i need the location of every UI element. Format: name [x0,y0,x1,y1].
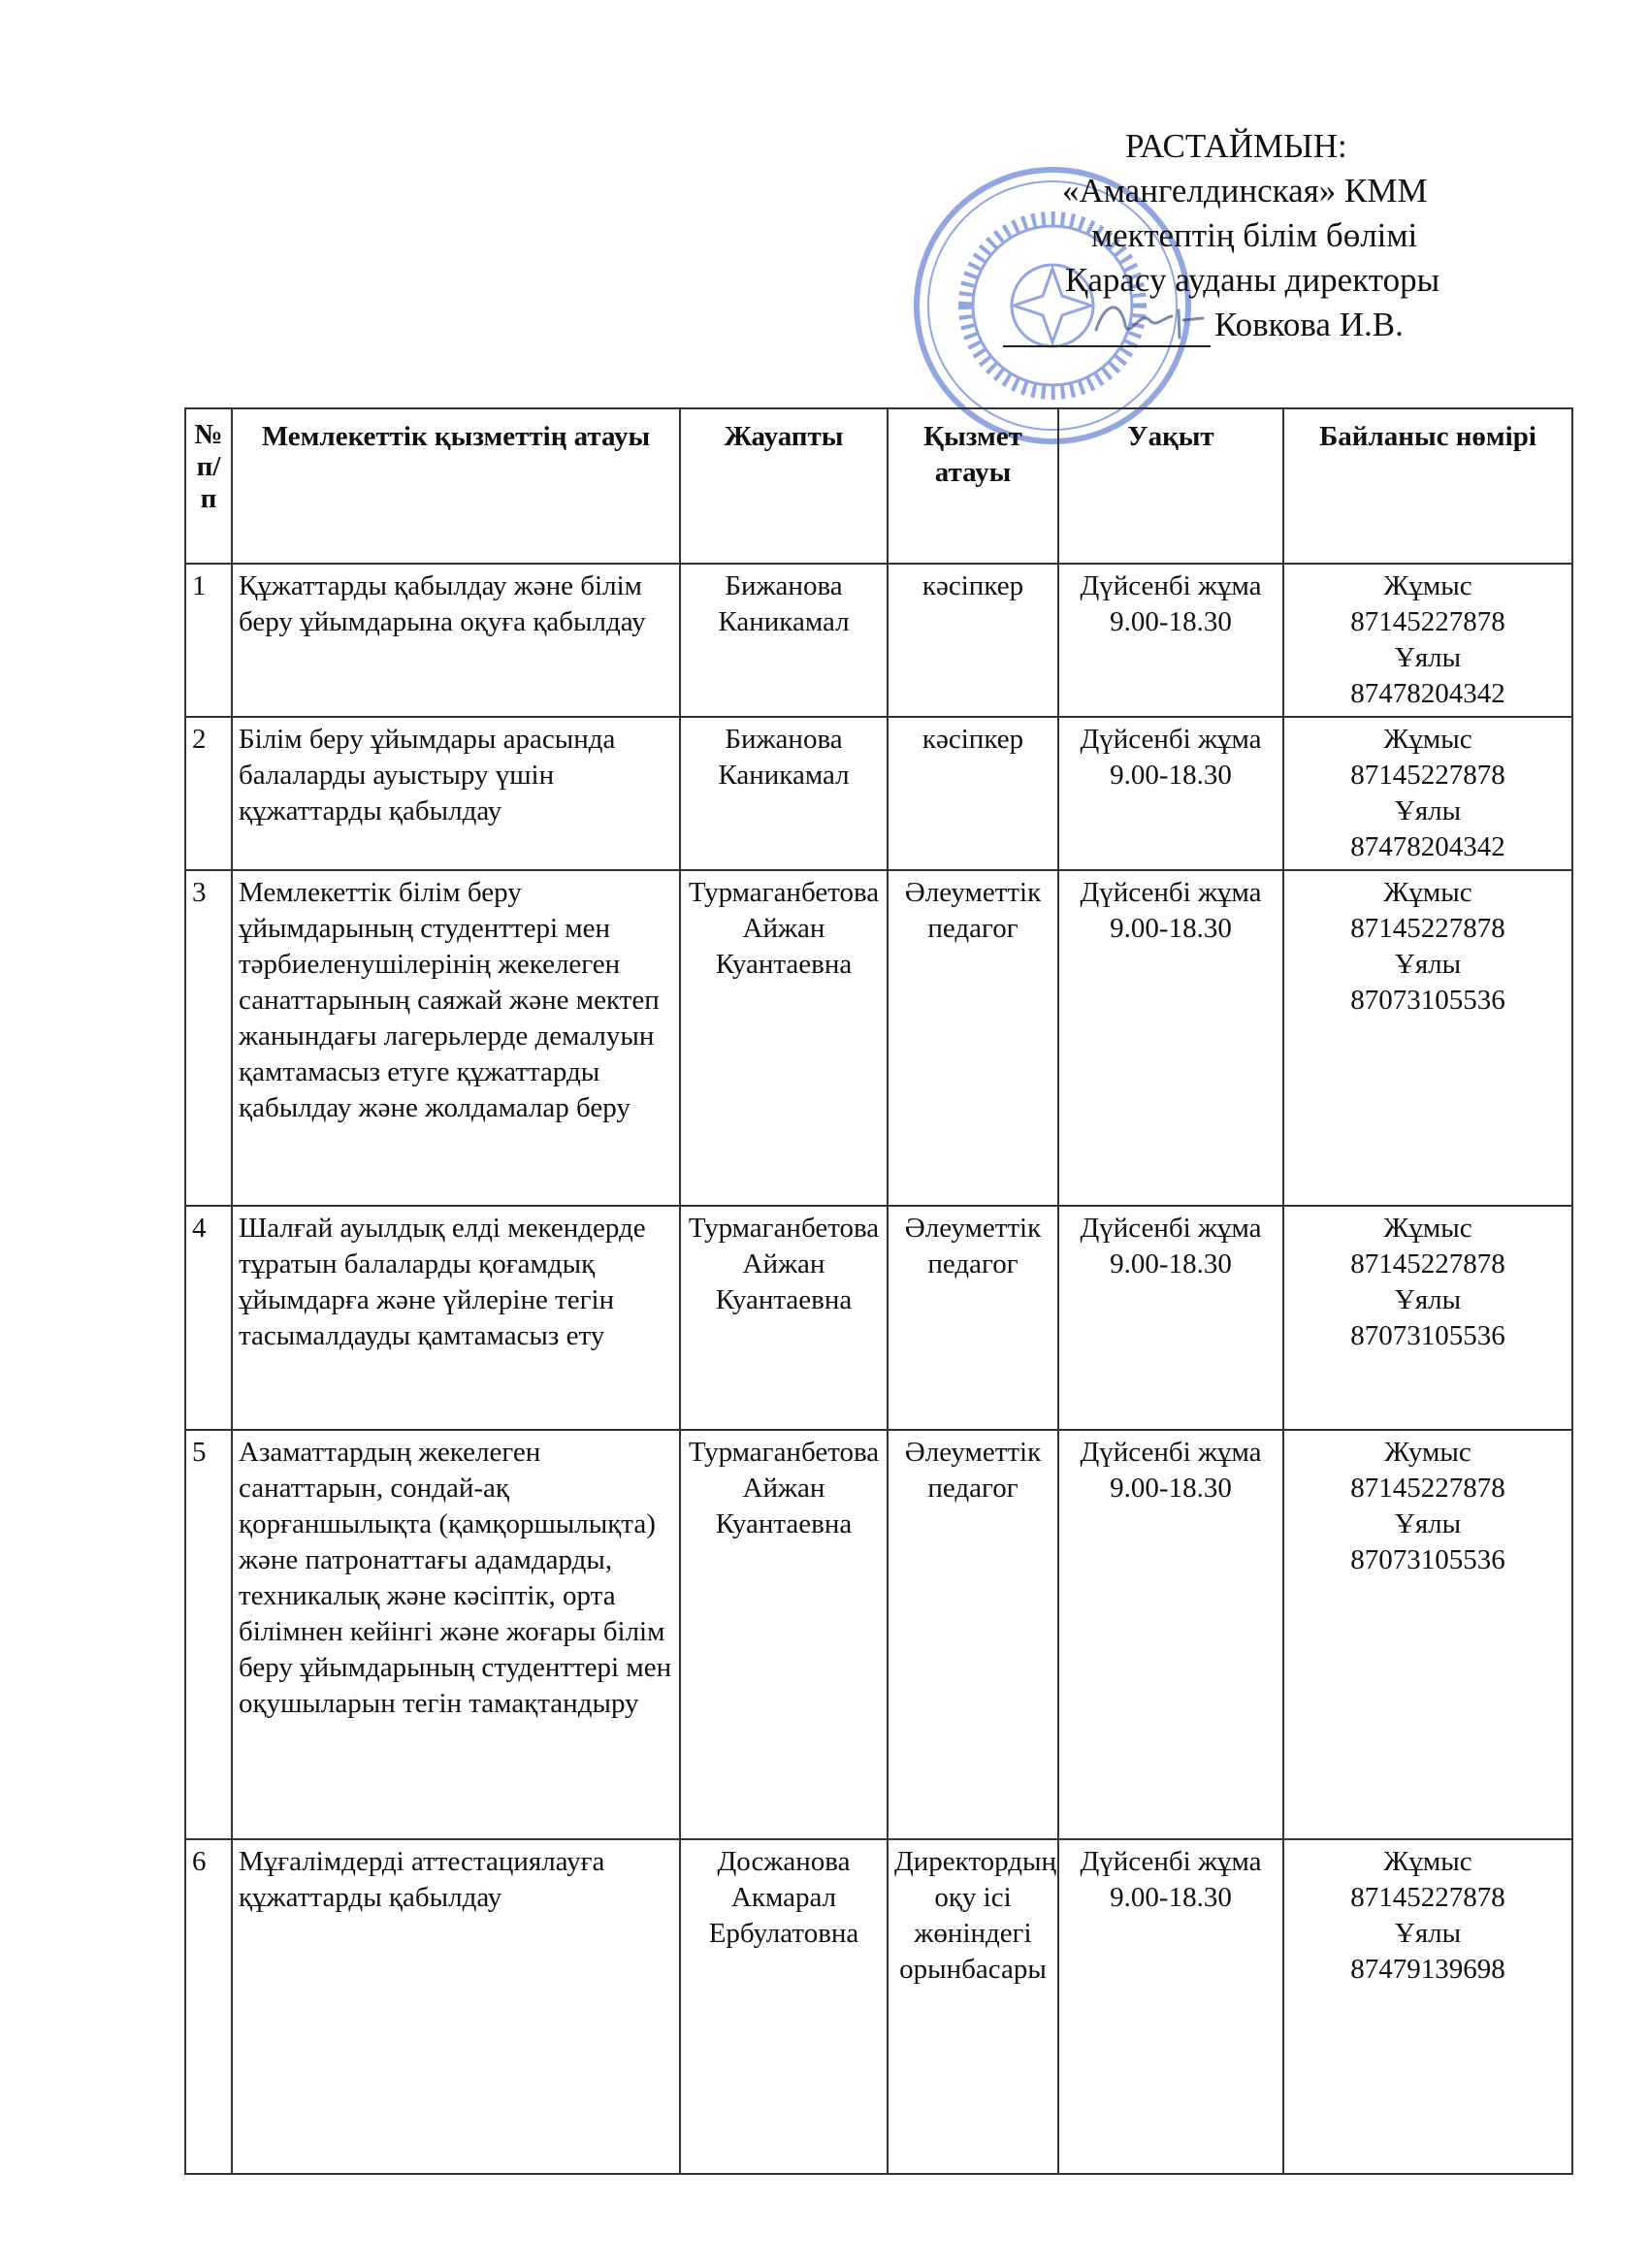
row-time-days: Дүйсенбі жұма [1080,1213,1262,1244]
row-time-hours: 9.00-18.30 [1110,1882,1232,1913]
row-service: Білім беру ұйымдары арасында балаларды ауыстыру үшін құжаттарды қабылдау [232,717,680,870]
row-work-phone: 87145227878 [1350,1248,1505,1280]
header-service: Мемлекеттік қызметтің атауы [232,408,680,564]
row-num: 2 [185,717,232,870]
row-num: 3 [185,870,232,1206]
row-work-label: Жұмыс [1383,1213,1472,1244]
row-responsible: Бижанова Каникамал [680,564,888,717]
row-mobile-label: Ұялы [1394,1284,1462,1315]
approval-department: мектептің білім бөлімі [1091,216,1418,254]
row-position: Әлеуметтік педагог [888,1430,1058,1839]
row-mobile-phone: 87478204342 [1350,831,1505,862]
row-position: Әлеуметтік педагог [888,1206,1058,1430]
row-time-hours: 9.00-18.30 [1110,1248,1232,1280]
row-mobile-label: Ұялы [1394,1918,1462,1949]
row-position: кәсіпкер [888,564,1058,717]
row-work-label: Жумыс [1384,1437,1471,1468]
row-mobile-phone: 87478204342 [1350,678,1505,709]
row-work-phone: 87145227878 [1350,913,1505,944]
row-mobile-phone: 87073105536 [1350,1320,1505,1351]
row-responsible: Бижанова Каникамал [680,717,888,870]
row-time-hours: 9.00-18.30 [1110,606,1232,637]
row-time-days: Дүйсенбі жұма [1080,877,1262,908]
row-time-days: Дүйсенбі жұма [1080,1437,1262,1468]
approval-signature-line [1018,303,1562,347]
row-work-phone: 87145227878 [1350,760,1505,791]
table-row [185,870,1572,1206]
row-contact [1283,564,1572,717]
row-position: Әлеуметтік педагог [888,870,1058,1206]
row-service: Мұғалімдерді аттестациялауға құжаттарды қабылдау [232,1839,680,2174]
approval-position: Қарасу ауданы директоры [1065,261,1440,299]
row-time [1058,564,1283,717]
row-contact [1283,1430,1572,1839]
row-time-days: Дүйсенбі жұма [1080,570,1262,601]
row-mobile-phone: 87479139698 [1350,1954,1505,1985]
row-time-days: Дүйсенбі жұма [1080,1846,1262,1877]
row-time [1058,1839,1283,2174]
header-responsible: Жауапты [680,408,888,564]
row-service: Азаматтардың жекелеген санаттарын, сондай-ақ қорғаншылықта (қамқоршылықта) және патронаттағы адамдарды, техникалық және кәсіптік, орта білімнен кейінгі және жоғары білім беру ұйымдарының студенттері мен оқушыларын тегін тамақтандыру [232,1430,680,1839]
row-time [1058,870,1283,1206]
row-num: 4 [185,1206,232,1430]
row-contact [1283,870,1572,1206]
row-num: 6 [185,1839,232,2174]
approval-organization: «Амангелдинская» КММ [1062,172,1428,210]
row-time [1058,717,1283,870]
row-service: Мемлекеттік білім беру ұйымдарының студенттері мен тәрбиеленушілерінің жекелеген санаттарының саяжай және мектеп жанындағы лагерьлерде демалуын қамтамасыз етуге құжаттарды қабылдау және жолдамалар беру [232,870,680,1206]
services-table [184,407,1573,2175]
row-responsible: Турмаганбетова Айжан Куантаевна [680,1430,888,1839]
row-mobile-label: Ұялы [1394,1508,1462,1539]
row-contact [1283,1206,1572,1430]
row-mobile-label: Ұялы [1394,949,1462,980]
row-work-label: Жұмыс [1383,1846,1472,1877]
row-service: Шалғай ауылдық елді мекендерде тұратын балаларды қоғамдық ұйымдарға және үйлеріне тегін тасымалдауды қамтамасыз ету [232,1206,680,1430]
row-time [1058,1430,1283,1839]
table-row [185,1206,1572,1430]
table-header-row [185,408,1572,564]
row-mobile-phone: 87073105536 [1350,985,1505,1016]
row-time-days: Дүйсенбі жұма [1080,724,1262,755]
row-contact [1283,1839,1572,2174]
row-position: Директордың оқу ісі жөніндегі орынбасары [888,1839,1058,2174]
signature-underline [1003,310,1211,347]
row-mobile-phone: 87073105536 [1350,1544,1505,1575]
row-position: кәсіпкер [888,717,1058,870]
approval-title: РАСТАЙМЫН: [1125,127,1347,165]
row-time-hours: 9.00-18.30 [1110,1473,1232,1504]
row-work-label: Жұмыс [1383,877,1472,908]
row-work-phone: 87145227878 [1350,606,1505,637]
row-num: 1 [185,564,232,717]
table-row [185,717,1572,870]
row-time [1058,1206,1283,1430]
row-mobile-label: Ұялы [1394,642,1462,673]
table-row [185,1430,1572,1839]
row-responsible: Турмаганбетова Айжан Куантаевна [680,870,888,1206]
row-work-label: Жұмыс [1383,570,1472,601]
table-row [185,1839,1572,2174]
table-row [185,564,1572,717]
header-position: Қызмет атауы [888,408,1058,564]
row-work-phone: 87145227878 [1350,1473,1505,1504]
approval-signatory: Ковкова И.В. [1214,306,1404,343]
row-responsible: Досжанова Акмарал Ербулатовна [680,1839,888,2174]
row-mobile-label: Ұялы [1394,795,1462,826]
row-work-label: Жұмыс [1383,724,1472,755]
row-num: 5 [185,1430,232,1839]
header-contact: Байланыс нөмірі [1283,408,1572,564]
row-contact [1283,717,1572,870]
row-responsible: Турмаганбетова Айжан Куантаевна [680,1206,888,1430]
approval-block [1018,124,1562,347]
row-time-hours: 9.00-18.30 [1110,760,1232,791]
row-time-hours: 9.00-18.30 [1110,913,1232,944]
row-work-phone: 87145227878 [1350,1882,1505,1913]
header-time: Уақыт [1058,408,1283,564]
header-num: № п/п [185,408,232,564]
row-service: Құжаттарды қабылдау және білім беру ұйымдарына оқуға қабылдау [232,564,680,717]
